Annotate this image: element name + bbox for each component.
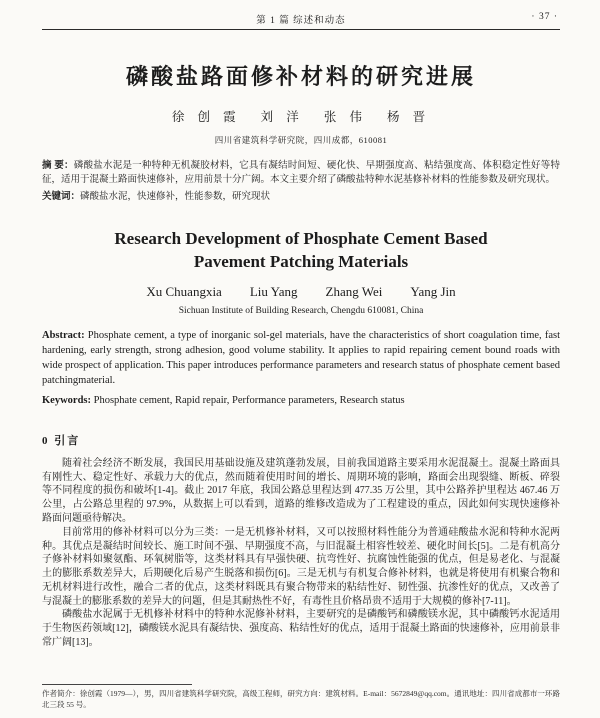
author-name: Liu Yang: [249, 283, 298, 299]
running-head: [42, 12, 560, 26]
keywords-label-chinese: 关键词：: [42, 191, 81, 202]
author-name: 刘 洋: [260, 110, 304, 124]
keywords-text-chinese: 磷酸盐水泥，快速修补，性能参数，研究现状: [80, 191, 271, 202]
section-heading-introduction: 0 引言: [42, 434, 81, 447]
keywords-english: [42, 393, 560, 408]
abstract-text-chinese: 磷酸盐水泥是一种特种无机凝胶材料，它具有凝结时间短、硬化快、早期强度高、粘结强度高、体积稳定性好等特征，适用于混凝土路面快速修补，应用前景十分广阔。本文主要介绍了磷酸盐特种水泥基修补材料的性能参数及研究现状。: [42, 161, 560, 186]
body-paragraph: 磷酸盐水泥属于无机修补材料中的特种水泥修补材料，主要研究的是磷酸钙和磷酸镁水泥，其中磷酸钙水泥适用于生物医药领域[12]，磷酸镁水泥具有凝结快、强度高、粘结性好的优点，适用于混凝土路面的快速修补，应用前景非常广阔[13]。: [42, 609, 560, 649]
authors-english: [42, 284, 560, 300]
keywords-chinese: [42, 190, 560, 204]
body-paragraph: 目前常用的修补材料可以分为三类：一是无机修补材料，又可以按照材料性能分为普通硅酸盐水泥和特种水泥两种。其优点是凝结时间较长、施工时间不强、早期强度不高，与旧混凝土相容性较差、硬化时间长[5]。二是有机高分子修补材料如聚氨酯、环氧树脂等，这类材料具有早强快硬、抗弯性好、抗腐蚀性能强的优点，但是易老化、与混凝土的膨胀系数差异大，后期硬化后易产生脱落和损伤[6]。三是无机与有机复合修补材料，也就是将使用有机聚合物和无机材料进行改性，融合二者的优点，这类材料既具有聚合物带来的粘结性好、韧性强、抗渗性好的优点，又改善了与混凝土的膨胀系数的差异大的问题，但是其耐热性不好，有毒性且价格昂贵不适用于大规模的修补[7-11]。: [42, 526, 560, 607]
author-name: 杨 晋: [386, 110, 431, 124]
keywords-label-english: Keywords:: [42, 394, 91, 406]
affiliation-english: Sichuan Institute of Building Research, Chengdu 610081, China: [178, 305, 424, 316]
abstract-label-english: Abstract:: [42, 329, 85, 341]
authors-chinese: [42, 107, 560, 125]
page-number: · 37 ·: [531, 12, 558, 22]
author-name: 张 伟: [323, 110, 367, 124]
abstract-label-chinese: 摘 要：: [42, 161, 74, 171]
abstract-chinese: [42, 159, 560, 188]
title-chinese: 磷酸盐路面修补材料的研究进展: [125, 64, 476, 89]
footnote-rule: [42, 684, 192, 685]
affiliation-chinese: 四川省建筑科学研究院，四川成都，610081: [214, 135, 388, 145]
keywords-text-english: Phosphate cement, Rapid repair, Performance parameters, Research status: [93, 394, 405, 406]
author-name: 徐 创 霞: [171, 110, 241, 124]
title-english: Research Development of Phosphate Cement Based Pavement Patching Materials: [114, 228, 488, 271]
author-name: Yang Jin: [410, 283, 456, 299]
running-head-section: 第 1 篇 综述和动态: [256, 16, 346, 26]
abstract-text-english: Phosphate cement, a type of inorganic sol-gel materials, have the characteristics of short coagulation time, fast hardening, early strength, strong adhesion, good volume stability. It applies to rapid repairing cement bound roads with wide prospect of application. This paper introduces performance parameters and research status of phosphate cement based patchingmaterial.: [42, 329, 561, 387]
body-paragraph: 随着社会经济不断发展，我国民用基础设施及建筑蓬勃发展，目前我国道路主要采用水泥混凝土。混凝土路面具有刚性大、稳定性好、承载力大的优点，然而随着使用时间的增长、周期环境的影响，路面会出现裂缝、断板、碎裂等不同程度的损伤和破坏[1-4]。截止 2017 年底，我国公路总里程达到 477.35 万公里，其中公路养护里程达 467.46 万公里，占公路总里程的 97.9%，从数据上可以看到，道路的维修改造成为了工程建设的重点，因此如何实现快速修补路面问题亟待解决。: [42, 457, 560, 524]
abstract-english: [42, 328, 560, 389]
footnote-text: 作者简介：徐创霞（1979—），男，四川省建筑科学研究院，高级工程师，研究方向：建筑材料。E-mail：5672849@qq.com。通讯地址：四川省成都市一环路北三段 55 号。: [42, 688, 560, 709]
author-name: Zhang Wei: [325, 283, 383, 299]
author-footnote: [42, 684, 560, 711]
header-rule: [42, 29, 560, 30]
author-name: Xu Chuangxia: [146, 283, 222, 299]
